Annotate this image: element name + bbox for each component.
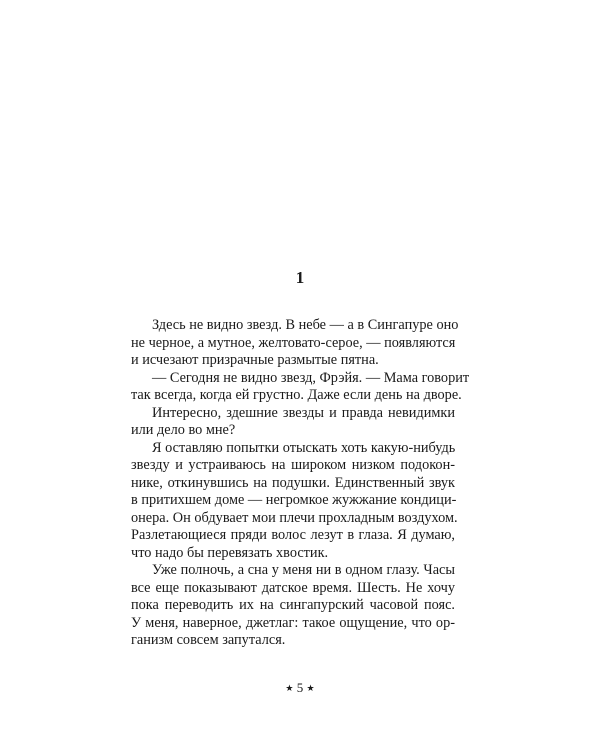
text-line: Разлетающиеся пряди волос лезут в глаза. Я думаю, — [131, 527, 455, 543]
text-line: что надо бы перевязать хвостик. — [131, 544, 329, 561]
star-ornament-icon: ★ — [285, 683, 294, 693]
text-line: У меня, наверное, джетлаг: такое ощущение, что ор- — [131, 614, 455, 631]
text-line: Уже полночь, а сна у меня ни в одном глазу. Часы — [152, 562, 455, 578]
text-line: — Сегодня не видно звезд, Фрэйя. — Мама говорит — [152, 369, 470, 386]
text-line: и исчезают призрачные размытые пятна. — [131, 352, 379, 368]
text-line: все еще показывают датское время. Шесть. Не хочу — [131, 579, 455, 596]
text-line: так всегда, когда ей грустно. Даже если день на дворе. — [131, 387, 462, 403]
body-text — [131, 317, 470, 650]
text-line: онера. Он обдувает мои плечи прохладным воздухом. — [131, 509, 458, 526]
text-line: в притихшем доме — негромкое жужжание кондици- — [131, 492, 457, 508]
text-line: нике, откинувшись на подушки. Единственный звук — [131, 474, 455, 491]
text-line: звезду и устраиваюсь на широком низком подокон- — [131, 457, 455, 473]
text-line: или дело во мне? — [131, 422, 236, 438]
text-line: пока переводить их на сингапурский часовой пояс. — [131, 597, 455, 613]
page-footer — [0, 680, 600, 696]
text-line: Интересно, здешние звезды и правда невидимки — [152, 404, 455, 421]
text-line: ганизм совсем запутался. — [131, 632, 286, 648]
text-line: Я оставляю попытки отыскать хоть какую-нибудь — [152, 439, 456, 456]
chapter-number: 1 — [295, 268, 305, 287]
text-line: Здесь не видно звезд. В небе — а в Сингапуре оно — [152, 317, 459, 333]
page-number: 5 — [296, 680, 304, 695]
star-ornament-icon: ★ — [306, 683, 315, 693]
text-line: не черное, а мутное, желтовато-серое, — появляются — [131, 334, 456, 351]
